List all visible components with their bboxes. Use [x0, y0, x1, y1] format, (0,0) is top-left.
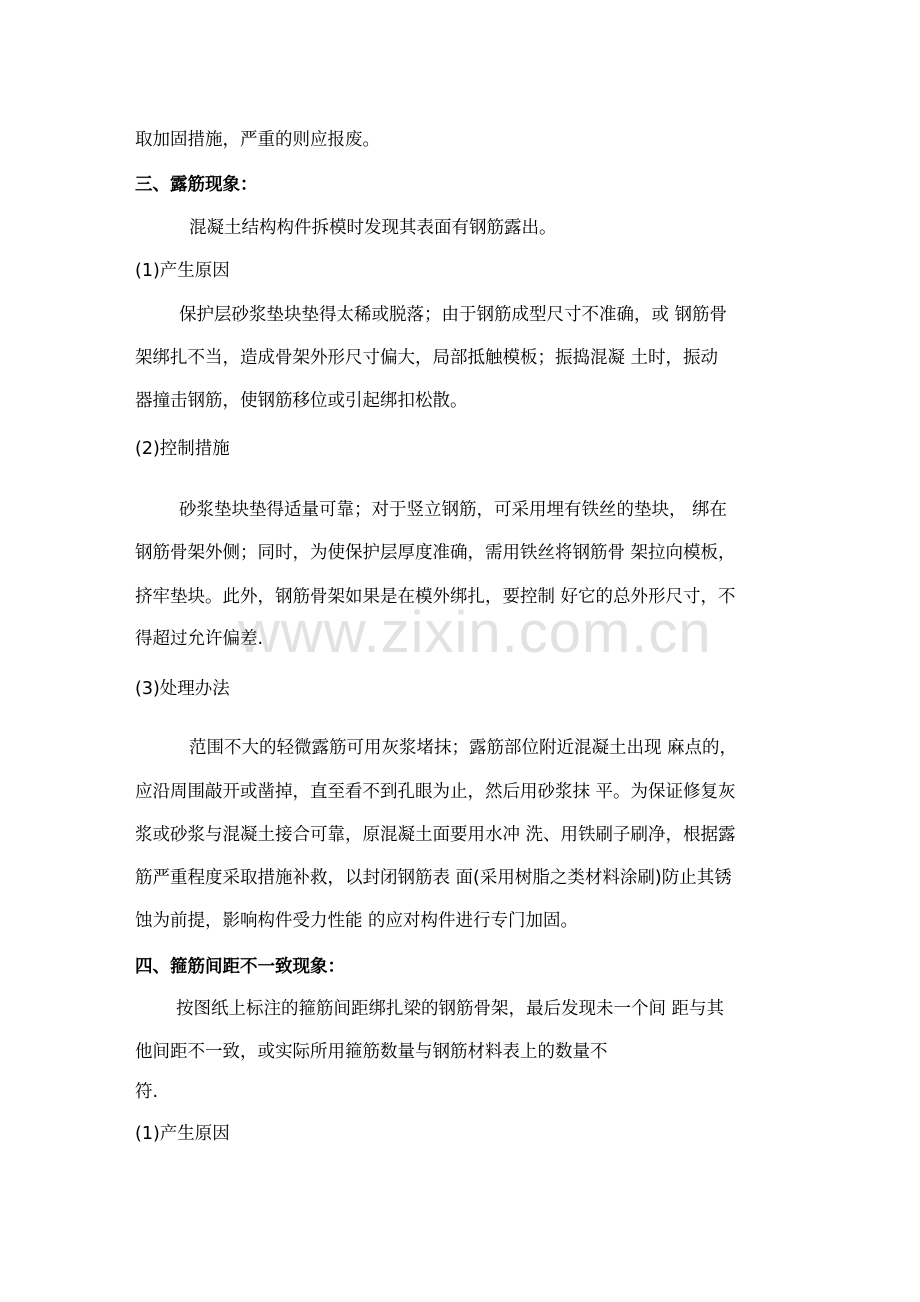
paragraph-line: 筋严重程度采取措施补救，以封闭钢筋表 面(采用树脂之类材料涂刷)防止其锈 — [135, 868, 732, 888]
paragraph-line: 混凝土结构构件拆模时发现其表面有钢筋露出。 — [189, 218, 557, 238]
paragraph-line: 应沿周围敲开或凿掉，直至看不到孔眼为止，然后用砂浆抹 平。为保证修复灰 — [135, 782, 736, 802]
paragraph-line: 取加固措施，严重的则应报废。 — [135, 130, 380, 150]
paragraph-line: 他间距不一致，或实际所用箍筋数量与钢筋材料表上的数量不 — [135, 1042, 608, 1062]
paragraph-line: 浆或砂浆与混凝土接合可靠，原混凝土面要用水冲 洗、用铁刷子刷净，根据露 — [135, 825, 736, 845]
paragraph-line: 架绑扎不当，造成骨架外形尺寸偏大，局部抵触模板；振捣混凝 土时，振动 — [135, 348, 719, 368]
watermark: www.zixin.com.cn — [238, 600, 712, 665]
subheading-treatment: (3)处理办法 — [135, 679, 230, 699]
section-heading-3: 三、露筋现象： — [135, 175, 258, 195]
subheading-cause: (1)产生原因 — [135, 1124, 230, 1144]
subheading-control: (2)控制措施 — [135, 439, 230, 459]
paragraph-line: 保护层砂浆垫块垫得太稀或脱落；由于钢筋成型尺寸不准确，或 钢筋骨 — [179, 305, 728, 325]
paragraph-line: 符. — [135, 1082, 159, 1102]
paragraph-line: 得超过允许偏差. — [135, 629, 264, 649]
paragraph-line: 器撞击钢筋，使钢筋移位或引起绑扣松散。 — [135, 391, 468, 411]
paragraph-line: 按图纸上标注的箍筋间距绑扎梁的钢筋骨架，最后发现未一个间 距与其 — [176, 999, 725, 1019]
paragraph-line: 钢筋骨架外侧；同时，为使保护层厚度准确，需用铁丝将钢筋骨 架拉向模板， — [135, 543, 736, 563]
subheading-cause: (1)产生原因 — [135, 261, 230, 281]
paragraph-line: 挤牢垫块。此外，钢筋骨架如果是在模外绑扎，要控制 好它的总外形尺寸，不 — [135, 587, 736, 607]
section-heading-4: 四、箍筋间距不一致现象： — [135, 957, 345, 977]
paragraph-line: 砂浆垫块垫得适量可靠；对于竖立钢筋，可采用埋有铁丝的垫块， 绑在 — [179, 500, 728, 520]
paragraph-line: 范围不大的轻微露筋可用灰浆堵抹；露筋部位附近混凝土出现 麻点的， — [189, 738, 738, 758]
paragraph-line: 蚀为前提，影响构件受力性能 的应对构件进行专门加固。 — [135, 911, 579, 931]
